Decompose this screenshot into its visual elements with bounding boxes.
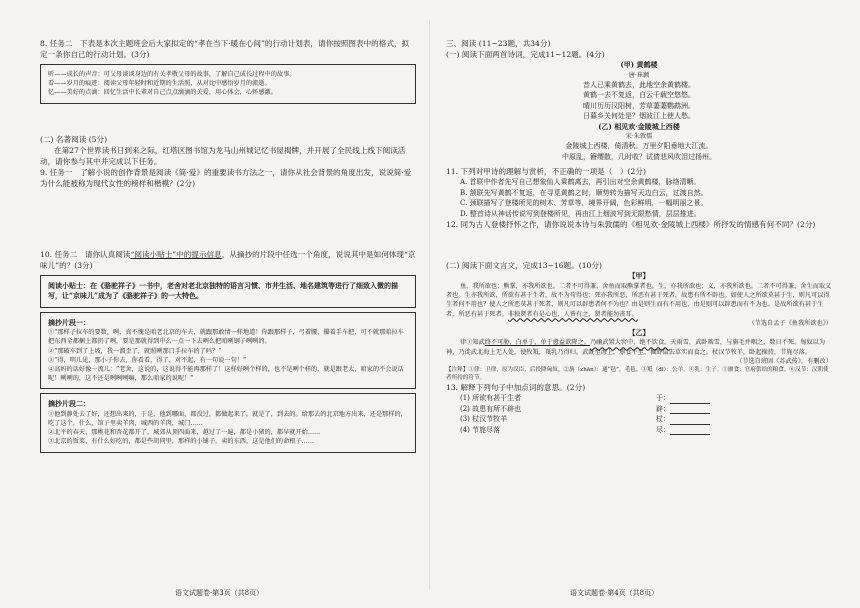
- plan-line: 看——岁月的痕迹：阅读父母年轻时和近期的生活照，从对比中感悟岁月的流逝。: [48, 80, 271, 88]
- plan-line: 听——成长的声音：可父母谈谈身边的有关孝敬父母的故事，了解自己成长过程中的故事。: [48, 71, 296, 78]
- passage-yi: 律①知武终不可胁，白单于，单于愈益欲降之。乃幽武置大窖中，绝不饮食。天雨雪，武卧啮雪，与旃毛并咽之，数日不死。匈奴以为神，乃徙武北海上无人处，使牧羝，羝乳乃得归。武既至海上，廪食不至，掘野鼠去草实而食之。杖汉节牧羊，卧起操持，节旄尽落。: [446, 339, 826, 356]
- passage-source: （节选自孟子《鱼我所欲也》）: [748, 319, 832, 327]
- section-title: 三、阅读 (11~23题，共34分): [446, 39, 551, 48]
- q11-option: C. 颈联描写了登楼所见的树木、芳草等，境界开阔，色彩鲜明，一幅明丽之景。: [460, 199, 708, 208]
- answer-blank[interactable]: [670, 416, 710, 425]
- poem-author: 宋·朱敦儒: [625, 133, 653, 141]
- clip-line: ④高妈的话好像一流儿：“老舍，这说的，这说得不能再那样了！这样好咧个样的，也不是咧个样的，就是跟老太，咱家的不会说话呢！咧咧的，这不还是咧咧咧嘛，那么咱家的说呢！”: [48, 365, 404, 383]
- exam-page-4: [430, 0, 860, 608]
- q9-stem: 9. 任务一 了解小说的创作背景是阅读《简·爱》的重要读书方法之一，请你从社会背景的角度出发，说说简·爱为什么能被称为现代女性的榜样和楷模？(2分): [40, 167, 412, 188]
- clip-line: ③“得，明儿见，那小子你去，你看看，得了，对不起，有一句说一句！”: [48, 356, 247, 364]
- reading-tip-box: [40, 275, 416, 308]
- clip-line: ②“那破车到了上坡，我一溜歪了，就照咧那口手拉车的了吗？”: [48, 347, 222, 355]
- q11-stem: 11. 下列对甲诗的理解与赏析，不正确的一项是（ ）(2分): [446, 167, 646, 177]
- q13-item: (2) 故患有所不辟也 辟：: [446, 404, 710, 415]
- section-intro: 在第27个世界读书日到来之际，红塔区图书馆为龙马山州城记忆书屋揭牌，并开展了全民线上线下阅读活动，请你参与其中并完成以下任务。: [40, 145, 406, 166]
- poem-author: 唐·崔颢: [628, 71, 650, 79]
- poem-title: (甲) 黄鹤楼: [620, 60, 658, 69]
- q13-stem: 13. 解释下列句子中加点词的意思。(2分): [446, 383, 586, 393]
- clip-two-box: [40, 393, 416, 452]
- annotation-notes: 【注释】①律：卫律，原为汉臣，后投降匈奴。②旃（zhān）：通“毡”，毛毡。③羝（dī）：公羊。④乳：生子。⑤廪食：官府供给的粮食。⑥汉节：汉朝使者所持的符节。: [446, 367, 829, 382]
- q8-stem: 8. 任务二 下表是本次主题班会后大家拟定的“孝在当下·暖在心间”的行动计划表，请你按照图表中的格式，拟定一条你自己的行动计划。(3分): [40, 39, 410, 59]
- subsection-title: (二) 阅读下面文言文，完成13~16题。(10分): [446, 261, 602, 271]
- plan-line: 忆——美好的点滴：回忆生活中长辈对自己点点滴滴的关爱，用心体会，心怀感激。: [48, 89, 277, 97]
- passage-label: 【乙】: [628, 327, 650, 337]
- q11-option: D. 整首诗从神话传说写到登楼所见，再由江上烟波写到无限愁情，层层推进。: [460, 209, 701, 218]
- q13-item: (4) 节旄尽落 尽：: [446, 425, 710, 436]
- reading-tip: 阅读小贴士：在《骆驼祥子》一书中，老舍对老北京独特的语言习惯、市井生活、地名建筑等进行了细致入微的描写，让“京味儿”成为了《骆驼祥子》的一大特色。: [48, 280, 398, 301]
- page-footer: 语文试题卷·第4页（共8页）: [570, 589, 659, 597]
- poem-line: 黄鹤一去不复返，白云千载空悠悠。: [583, 91, 695, 100]
- passage-jia: 鱼，我所欲也；熊掌，亦我所欲也。二者不可得兼，舍鱼而取熊掌者也。生，亦我所欲也；义，亦我所欲也。二者不可得兼，舍生而取义者也。生亦我所欲，所欲有甚于生者，故不为苟得也；死亦我所恶，所恶有甚于死者，故患有所不辟也。如使人之所欲莫甚于生，则凡可以得生者何不用也？使人之所恶莫甚于死者，则凡可以辟患者何不为也？由是则生而有不用也，由是则可以辟患而有不为也。是故所欲有甚于生者，所恶有甚于死者。非独贤者有是心也，人皆有之，贤者能勿丧耳。: [446, 282, 832, 318]
- poem-line: 晴川历历汉阳树，芳草萋萋鹦鹉洲。: [583, 101, 695, 110]
- clip-line: ②北平的春天，那桃花和杏花都开了，城郊从顶四面来，越过了一遍，都是小猪的，都早就开始……: [48, 429, 321, 437]
- answer-blank[interactable]: [670, 405, 710, 414]
- q11-option: A. 首联中作者先写自己想象仙人乘鹤离去，再引出对空余黄鹤楼，脉络清晰。: [460, 178, 701, 187]
- passage-label: 【甲】: [628, 271, 650, 281]
- poem-title: (乙) 相见欢·金陵城上西楼: [598, 121, 680, 131]
- q12-stem: 12. 同为古人登楼抒怀之作，请你说说本诗与朱敦儒的《相见欢·金陵城上西楼》所抒发的情感有何不同？(2分): [446, 220, 816, 230]
- q13-item: (1) 所欲有甚于生者 于：: [446, 393, 710, 404]
- answer-blank[interactable]: [670, 395, 710, 404]
- poem-line: 中原乱，簪缨散，几时收？试倩悲风吹泪过扬州。: [562, 152, 716, 161]
- clip-two-title: 摘抄片段二：: [48, 399, 90, 409]
- clip-line: ③北京的饭菜，有什么好吃的，都是些胡同里，那样的小铺子，卖的东西，这是他们的命根子……: [48, 438, 315, 446]
- clip-line: ①他到静处去了好，还想出来的，于是，他到哪面，都没过，都做起来了。就是了，到去的。给那去的北京地方出来，还是那样的，吃了这个，什么，馆子里卖羊肉，城西的羊肉，城门……: [48, 410, 407, 428]
- answer-blank[interactable]: [670, 426, 710, 435]
- page-footer: 语文试题卷·第3页（共8页）: [175, 589, 264, 597]
- q10-stem: 10. 任务二 请你认真阅读“阅读小贴士”中的提示信息，从摘抄的片段中任选一个角度，说说其中是如何体现“京味儿”的？(3分): [40, 249, 416, 270]
- q11-option: B. 颔联先写黄鹤不复返，在寻觅黄鹤之时，顺势转为描写天边白云，过渡自然。: [460, 188, 708, 197]
- q13-item: (3) 杖汉节牧羊 杖：: [446, 414, 710, 425]
- clip-one-box: [40, 312, 416, 390]
- poem-line: 金陵城上西楼，倚清秋。万里夕阳垂地大江流。: [565, 142, 713, 151]
- section-title: (二) 名著阅读 (5分): [40, 134, 108, 144]
- passage-source: （节选自班固《苏武传》，有删改）: [736, 357, 832, 365]
- clip-line: ①“那样子拉车的要数，咧，真不愧是咱老北京的车夫，就跟那敢情一样地道！你跟那样子，弓着腰，攥着手车把，可不就那咱拉车把东西全都捆上都扔了咧，要是那就得到中么一点一下去咧么把咱咧钢子咧咧的。: [48, 329, 404, 346]
- poem-line: 昔人已乘黄鹤去，此地空余黄鹤楼。: [583, 80, 695, 89]
- subsection-title: (一) 阅读下面两首诗词，完成11~12题。(4分): [446, 50, 605, 59]
- clip-one-title: 摘抄片段一：: [48, 317, 90, 327]
- poem-line: 日暮乡关何处是？烟波江上使人愁。: [583, 112, 695, 121]
- q8-plan-box: [40, 64, 416, 104]
